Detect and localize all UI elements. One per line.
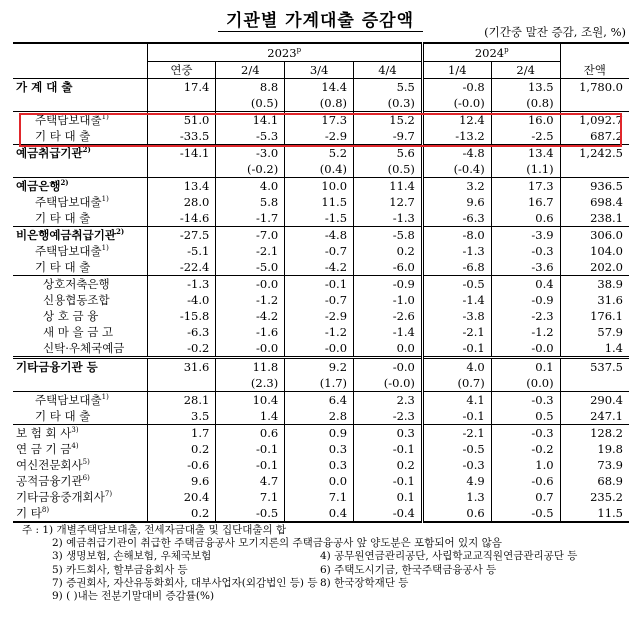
- value-cell: -0.1: [216, 457, 285, 473]
- footnote: 2) 예금취급기관이 취급한 주택금융공사 모기지론의 주택금융공사 앞 양도분은 포함되어 있지 않음: [52, 537, 502, 550]
- value-cell: 1,092.7: [560, 112, 629, 129]
- value-cell: [560, 375, 629, 392]
- year-2023-header: 2023$^p$: [147, 43, 422, 62]
- table-row: [13, 292, 629, 308]
- value-cell: -1.2: [491, 324, 560, 340]
- value-cell: -2.5: [491, 128, 560, 145]
- value-cell: -0.5: [491, 505, 560, 522]
- value-cell: 104.0: [560, 243, 629, 259]
- value-cell: 28.1: [147, 392, 216, 409]
- table-row: [13, 210, 629, 227]
- table-row: [13, 259, 629, 276]
- value-cell: -5.1: [147, 243, 216, 259]
- value-cell: -0.9: [354, 276, 423, 293]
- value-cell: -2.6: [354, 308, 423, 324]
- row-label: [13, 375, 147, 392]
- value-cell: -0.4: [354, 505, 423, 522]
- row-label: 기 타$^{8)}$: [16, 506, 50, 520]
- value-cell: -5.0: [216, 259, 285, 276]
- row-label: 비은행예금취급기관$^{2)}$: [13, 227, 147, 244]
- value-cell: -13.2: [422, 128, 491, 145]
- value-cell: 13.4: [491, 145, 560, 162]
- value-cell: 16.0: [491, 112, 560, 129]
- value-cell: -1.3: [354, 210, 423, 227]
- row-label: 신용협동조합: [43, 293, 110, 307]
- value-cell: 4.0: [216, 178, 285, 195]
- value-cell: -0.1: [354, 473, 423, 489]
- value-cell: 9.6: [422, 194, 491, 210]
- value-cell: -1.2: [285, 324, 354, 340]
- value-cell: -3.8: [422, 308, 491, 324]
- value-cell: -0.6: [147, 457, 216, 473]
- value-cell: 8.8: [216, 79, 285, 96]
- value-cell: -14.1: [147, 145, 216, 162]
- value-cell: 12.4: [422, 112, 491, 129]
- page-title: 기관별 가계대출 증감액: [225, 11, 415, 31]
- value-cell: -1.0: [354, 292, 423, 308]
- row-label: 공적금융기관$^{6)}$: [16, 474, 90, 488]
- footnote: 7) 증권회사, 자산유동화회사, 대부사업자(외감법인 등) 등: [52, 576, 318, 589]
- col-header-2023q4: 4/4: [354, 62, 423, 79]
- value-cell: -0.1: [285, 276, 354, 293]
- value-cell: -4.0: [147, 292, 216, 308]
- footnote: 8) 한국장학재단 등: [320, 576, 409, 589]
- value-cell: 1.4: [560, 340, 629, 358]
- value-cell: -1.6: [216, 324, 285, 340]
- row-label: 예금은행$^{2)}$: [13, 178, 147, 195]
- value-cell: (-0.0): [422, 95, 491, 112]
- value-cell: 1.0: [491, 457, 560, 473]
- value-cell: -33.5: [147, 128, 216, 145]
- value-cell: -0.2: [147, 340, 216, 358]
- table-row: [13, 425, 629, 442]
- value-cell: 17.3: [285, 112, 354, 129]
- value-cell: 0.3: [285, 457, 354, 473]
- value-cell: 38.9: [560, 276, 629, 293]
- row-label: 연 금 기 금$^{4)}$: [16, 442, 79, 456]
- table-row: [13, 79, 629, 96]
- value-cell: -0.1: [422, 408, 491, 425]
- value-cell: -15.8: [147, 308, 216, 324]
- value-cell: -4.8: [422, 145, 491, 162]
- value-cell: (1.1): [491, 161, 560, 178]
- value-cell: 5.6: [354, 145, 423, 162]
- row-label: 기 타 대 출: [35, 211, 91, 225]
- value-cell: 0.6: [491, 210, 560, 227]
- value-cell: (0.5): [354, 161, 423, 178]
- table-row: [13, 441, 629, 457]
- value-cell: 31.6: [560, 292, 629, 308]
- value-cell: 0.0: [285, 473, 354, 489]
- value-cell: 73.9: [560, 457, 629, 473]
- table-row: [13, 358, 629, 376]
- value-cell: 17.3: [491, 178, 560, 195]
- value-cell: [560, 161, 629, 178]
- value-cell: 11.8: [216, 358, 285, 376]
- footnote: 5) 카드회사, 할부금융회사 등: [52, 563, 188, 576]
- table-row: [13, 489, 629, 505]
- title-underline: [218, 31, 423, 32]
- row-label: [13, 95, 147, 112]
- value-cell: 235.2: [560, 489, 629, 505]
- value-cell: -3.0: [216, 145, 285, 162]
- value-cell: -4.8: [285, 227, 354, 244]
- value-cell: 0.4: [491, 276, 560, 293]
- value-cell: -0.0: [354, 358, 423, 376]
- value-cell: -0.5: [422, 276, 491, 293]
- value-cell: 5.8: [216, 194, 285, 210]
- value-cell: 68.9: [560, 473, 629, 489]
- value-cell: 12.7: [354, 194, 423, 210]
- value-cell: -1.5: [285, 210, 354, 227]
- value-cell: 0.4: [285, 505, 354, 522]
- value-cell: 11.4: [354, 178, 423, 195]
- value-cell: 0.2: [354, 243, 423, 259]
- value-cell: 238.1: [560, 210, 629, 227]
- value-cell: 19.8: [560, 441, 629, 457]
- value-cell: (-0.4): [422, 161, 491, 178]
- col-header-2023q3: 3/4: [285, 62, 354, 79]
- value-cell: 5.5: [354, 79, 423, 96]
- value-cell: -0.3: [491, 243, 560, 259]
- value-cell: -2.1: [422, 324, 491, 340]
- value-cell: (0.5): [216, 95, 285, 112]
- value-cell: 0.1: [354, 489, 423, 505]
- value-cell: 698.4: [560, 194, 629, 210]
- value-cell: -1.7: [216, 210, 285, 227]
- row-label: 주택담보대출$^{1)}$: [13, 392, 147, 409]
- year-2024-header: 2024$^p$: [422, 43, 560, 62]
- value-cell: 4.7: [216, 473, 285, 489]
- highlight-box: [19, 113, 622, 147]
- value-cell: 4.1: [422, 392, 491, 409]
- value-cell: 6.4: [285, 392, 354, 409]
- value-cell: 0.9: [285, 425, 354, 442]
- value-cell: -0.3: [491, 392, 560, 409]
- table-row: [13, 408, 629, 425]
- row-label: 여신전문회사$^{5)}$: [16, 458, 90, 472]
- value-cell: -9.7: [354, 128, 423, 145]
- row-label: 기타금융기관 등: [13, 358, 147, 376]
- value-cell: -0.3: [491, 425, 560, 442]
- value-cell: 15.2: [354, 112, 423, 129]
- value-cell: (0.7): [422, 375, 491, 392]
- table-row: [13, 161, 629, 178]
- row-label: [13, 161, 147, 178]
- footnote: 4) 공무원연금관리공단, 사립학교교직원연금관리공단 등: [320, 550, 578, 563]
- value-cell: (1.7): [285, 375, 354, 392]
- value-cell: 31.6: [147, 358, 216, 376]
- value-cell: -0.8: [422, 79, 491, 96]
- value-cell: 2.8: [285, 408, 354, 425]
- table-row: [13, 276, 629, 293]
- value-cell: (0.4): [285, 161, 354, 178]
- value-cell: (0.8): [491, 95, 560, 112]
- value-cell: 0.6: [422, 505, 491, 522]
- table-row: [13, 95, 629, 112]
- value-cell: 7.1: [216, 489, 285, 505]
- value-cell: (-0.0): [354, 375, 423, 392]
- col-header-annual: 연중: [147, 62, 216, 79]
- col-header-balance: 잔액: [560, 43, 629, 79]
- footnote: 주 : 1) 개별주택담보대출, 전세자금대출 및 집단대출의 합: [22, 524, 287, 536]
- value-cell: -0.7: [285, 243, 354, 259]
- value-cell: (0.3): [354, 95, 423, 112]
- value-cell: 4.0: [422, 358, 491, 376]
- footnotes: [22, 524, 634, 603]
- row-label: 주택담보대출$^{1)}$: [35, 244, 109, 258]
- value-cell: 5.2: [285, 145, 354, 162]
- value-cell: 0.0: [354, 340, 423, 358]
- footnote: 3) 생명보험, 손해보험, 우체국보험: [52, 550, 212, 563]
- value-cell: 0.2: [354, 457, 423, 473]
- value-cell: -14.6: [147, 210, 216, 227]
- value-cell: -0.6: [491, 473, 560, 489]
- value-cell: 14.1: [216, 112, 285, 129]
- value-cell: 1.7: [147, 425, 216, 442]
- table-row: [13, 457, 629, 473]
- row-label: 새 마 을 금 고: [43, 325, 114, 339]
- value-cell: -4.2: [216, 308, 285, 324]
- value-cell: 11.5: [285, 194, 354, 210]
- value-cell: 57.9: [560, 324, 629, 340]
- table-row: [13, 392, 629, 409]
- value-cell: -0.5: [422, 441, 491, 457]
- row-label: 가 계 대 출: [16, 80, 73, 94]
- value-cell: 0.3: [354, 425, 423, 442]
- value-cell: -1.3: [147, 276, 216, 293]
- value-cell: 4.9: [422, 473, 491, 489]
- table-row: [13, 227, 629, 244]
- value-cell: 13.4: [147, 178, 216, 195]
- value-cell: -6.8: [422, 259, 491, 276]
- value-cell: 0.2: [147, 505, 216, 522]
- value-cell: -2.1: [216, 243, 285, 259]
- value-cell: 128.2: [560, 425, 629, 442]
- row-label: 보 험 회 사$^{3)}$: [13, 425, 147, 442]
- value-cell: 3.5: [147, 408, 216, 425]
- value-cell: [147, 375, 216, 392]
- value-cell: -5.3: [216, 128, 285, 145]
- value-cell: 1,780.0: [560, 79, 629, 96]
- row-label: 신탁·우체국예금: [43, 341, 125, 355]
- value-cell: [147, 161, 216, 178]
- table-row: [13, 340, 629, 358]
- col-header-2023q2: 2/4: [216, 62, 285, 79]
- value-cell: 16.7: [491, 194, 560, 210]
- table-row: [13, 375, 629, 392]
- value-cell: 9.2: [285, 358, 354, 376]
- value-cell: -2.9: [285, 308, 354, 324]
- value-cell: -6.3: [147, 324, 216, 340]
- value-cell: -6.3: [422, 210, 491, 227]
- row-label: 기 타 대 출: [35, 129, 91, 143]
- value-cell: -3.6: [491, 259, 560, 276]
- value-cell: -2.3: [354, 408, 423, 425]
- table-row: [13, 473, 629, 489]
- value-cell: -0.0: [491, 340, 560, 358]
- value-cell: (-0.2): [216, 161, 285, 178]
- value-cell: -1.3: [422, 243, 491, 259]
- value-cell: -0.0: [216, 340, 285, 358]
- row-label: 기타금융중개회사$^{7)}$: [16, 490, 113, 504]
- table-row: [13, 324, 629, 340]
- value-cell: 1.4: [216, 408, 285, 425]
- col-header-2024q1: 1/4: [422, 62, 491, 79]
- value-cell: -4.2: [285, 259, 354, 276]
- row-label: 기 타 대 출: [35, 260, 91, 274]
- value-cell: 936.5: [560, 178, 629, 195]
- row-label: 주택담보대출$^{1)}$: [13, 112, 147, 129]
- value-cell: (0.8): [285, 95, 354, 112]
- footnote: 6) 주택도시기금, 한국주택금융공사 등: [320, 563, 497, 576]
- value-cell: 13.5: [491, 79, 560, 96]
- value-cell: [560, 95, 629, 112]
- value-cell: -2.1: [422, 425, 491, 442]
- table-row: [13, 178, 629, 195]
- value-cell: -1.2: [216, 292, 285, 308]
- value-cell: 537.5: [560, 358, 629, 376]
- value-cell: -5.8: [354, 227, 423, 244]
- value-cell: -0.5: [216, 505, 285, 522]
- value-cell: 0.2: [147, 441, 216, 457]
- table-row: [13, 194, 629, 210]
- footnote: 9) ( )내는 전분기말대비 증감률(%): [52, 590, 215, 603]
- value-cell: 28.0: [147, 194, 216, 210]
- row-label: 예금취급기관$^{2)}$: [13, 145, 147, 162]
- value-cell: 10.4: [216, 392, 285, 409]
- value-cell: -1.4: [354, 324, 423, 340]
- table-row: [13, 243, 629, 259]
- corner-cell: [13, 43, 147, 79]
- value-cell: -3.9: [491, 227, 560, 244]
- value-cell: 687.2: [560, 128, 629, 145]
- value-cell: -0.1: [422, 340, 491, 358]
- value-cell: -7.0: [216, 227, 285, 244]
- value-cell: -22.4: [147, 259, 216, 276]
- value-cell: 3.2: [422, 178, 491, 195]
- value-cell: 306.0: [560, 227, 629, 244]
- value-cell: [147, 95, 216, 112]
- value-cell: 9.6: [147, 473, 216, 489]
- value-cell: 1,242.5: [560, 145, 629, 162]
- value-cell: 10.0: [285, 178, 354, 195]
- value-cell: 17.4: [147, 79, 216, 96]
- value-cell: -2.9: [285, 128, 354, 145]
- value-cell: -0.1: [354, 441, 423, 457]
- value-cell: -0.3: [422, 457, 491, 473]
- value-cell: 290.4: [560, 392, 629, 409]
- value-cell: 0.1: [491, 358, 560, 376]
- table-row: [13, 308, 629, 324]
- row-label: 주택담보대출$^{1)}$: [35, 195, 109, 209]
- value-cell: (0.0): [491, 375, 560, 392]
- value-cell: -0.7: [285, 292, 354, 308]
- value-cell: -0.9: [491, 292, 560, 308]
- value-cell: 202.0: [560, 259, 629, 276]
- value-cell: 2.3: [354, 392, 423, 409]
- value-cell: -0.1: [216, 441, 285, 457]
- value-cell: 176.1: [560, 308, 629, 324]
- value-cell: 0.6: [216, 425, 285, 442]
- row-label: 상호저축은행: [13, 276, 147, 293]
- value-cell: 7.1: [285, 489, 354, 505]
- value-cell: -8.0: [422, 227, 491, 244]
- value-cell: 247.1: [560, 408, 629, 425]
- value-cell: 0.5: [491, 408, 560, 425]
- value-cell: -6.0: [354, 259, 423, 276]
- value-cell: 14.4: [285, 79, 354, 96]
- value-cell: 51.0: [147, 112, 216, 129]
- value-cell: -0.0: [216, 276, 285, 293]
- row-label: 상 호 금 융: [43, 309, 99, 323]
- value-cell: -0.0: [285, 340, 354, 358]
- value-cell: (2.3): [216, 375, 285, 392]
- unit-note: (기간중 말잔 증감, 조원, %): [484, 25, 626, 39]
- col-header-2024q2: 2/4: [491, 62, 560, 79]
- value-cell: -0.2: [491, 441, 560, 457]
- value-cell: 11.5: [560, 505, 629, 522]
- value-cell: -1.4: [422, 292, 491, 308]
- value-cell: 0.7: [491, 489, 560, 505]
- table-row: [13, 505, 629, 522]
- value-cell: 1.3: [422, 489, 491, 505]
- value-cell: -2.3: [491, 308, 560, 324]
- value-cell: -27.5: [147, 227, 216, 244]
- value-cell: 0.3: [285, 441, 354, 457]
- value-cell: 20.4: [147, 489, 216, 505]
- row-label: 기 타 대 출: [35, 409, 91, 423]
